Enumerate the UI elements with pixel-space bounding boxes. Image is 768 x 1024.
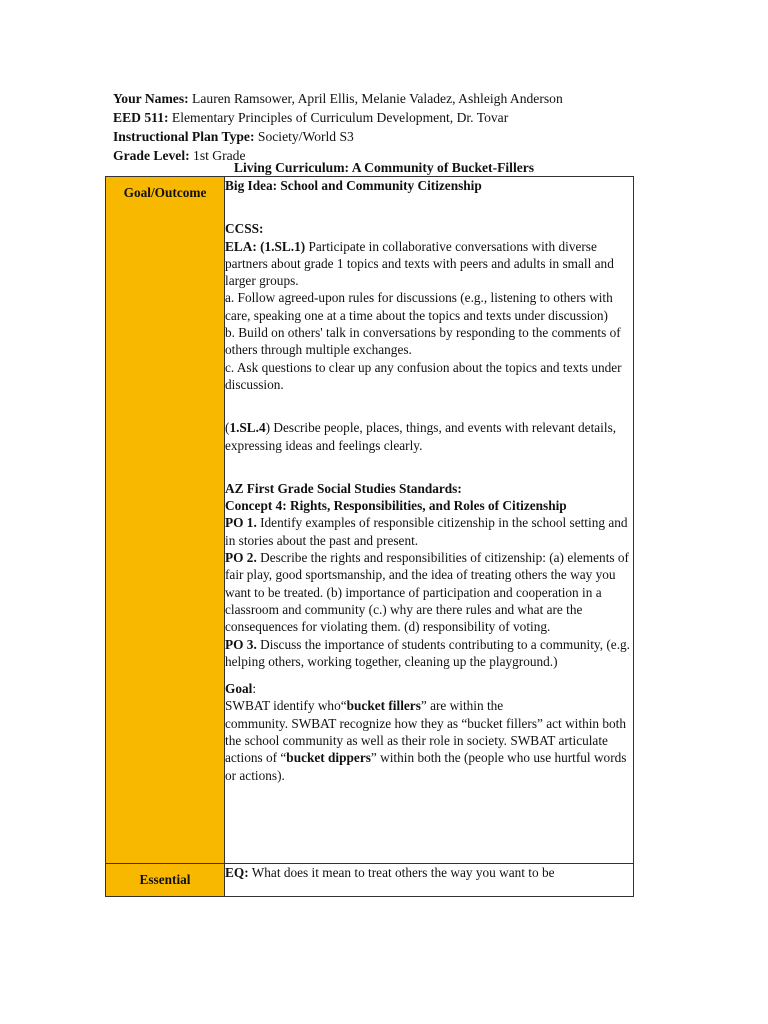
names-line	[113, 89, 673, 108]
po3-item: PO 3. Discuss the importance of students contributing to a community, (e.g. helping others, working together, cleaning up the playground.)	[225, 636, 630, 669]
essential-question-content	[225, 864, 634, 897]
essential-row	[106, 864, 634, 897]
names-label: Your Names:	[113, 91, 189, 106]
ccss-heading: CCSS:	[225, 221, 264, 237]
document-title: Living Curriculum: A Community of Bucket-Fillers	[233, 160, 535, 175]
ela-standard: ELA: (1.SL.1) Participate in collaborative conversations with diverse partners about grade 1 topics and texts with peers and adults in small and larger groups.	[225, 238, 614, 289]
course-line	[113, 108, 673, 127]
az-standards-heading: AZ First Grade Social Studies Standards:	[225, 480, 462, 496]
plan-type-value: Society/World S3	[254, 129, 354, 144]
plan-type-line	[113, 127, 673, 146]
po1-item: PO 1. Identify examples of responsible citizenship in the school setting and in stories about the past and present.	[225, 515, 628, 548]
sl4-standard: (1.SL.4) Describe people, places, things, and events with relevant details, expressing ideas and feelings clearly.	[225, 420, 617, 453]
names-value: Lauren Ramsower, April Ellis, Melanie Valadez, Ashleigh Anderson	[188, 91, 563, 106]
po2-item: PO 2. Describe the rights and responsibilities of citizenship: (a) elements of fair play, good sportsmanship, and the idea of treating others the way you want to be treated. (b) importance of participation and cooperation in a classroom and community (c.) why are there rules and what are the consequences for violating them. (d) responsibility of voting.	[225, 550, 629, 635]
ela-item-b: b. Build on others' talk in conversations by responding to the comments of others through multiple exchanges.	[225, 325, 621, 358]
ela-item-c: c. Ask questions to clear up any confusion about the topics and texts under discussion.	[225, 359, 622, 392]
goal-line-2: community. SWBAT recognize how they as “bucket fillers” act within both the school community as well as their role in society. SWBAT articulate actions of “bucket dippers” within both the (people who use hurtful words or actions).	[225, 715, 627, 783]
goal-heading: Goal:	[225, 681, 257, 697]
goal-outcome-label: Goal/Outcome	[123, 185, 207, 200]
document-header	[113, 89, 673, 165]
goal-line-1: SWBAT identify who“bucket fillers” are within the	[225, 698, 504, 714]
course-value: Elementary Principles of Curriculum Development, Dr. Tovar	[168, 110, 509, 125]
goal-outcome-content	[225, 177, 634, 864]
goal-outcome-label-cell	[106, 177, 225, 864]
grade-value: 1st Grade	[189, 148, 246, 163]
ela-item-a: a. Follow agreed-upon rules for discussions (e.g., listening to others with care, speaking one at a time about the topics and texts under discussion)	[225, 290, 613, 323]
essential-label: Essential	[139, 872, 191, 887]
plan-type-label: Instructional Plan Type:	[113, 129, 255, 144]
essential-label-cell	[106, 864, 225, 897]
goal-row	[106, 177, 634, 864]
course-label: EED 511:	[113, 110, 169, 125]
concept-heading: Concept 4: Rights, Responsibilities, and Roles of Citizenship	[225, 498, 567, 514]
big-idea: Big Idea: School and Community Citizenship	[225, 178, 482, 193]
grade-label: Grade Level:	[113, 148, 190, 163]
essential-question: EQ: What does it mean to treat others the way you want to be	[225, 865, 555, 880]
plan-table	[105, 176, 634, 897]
